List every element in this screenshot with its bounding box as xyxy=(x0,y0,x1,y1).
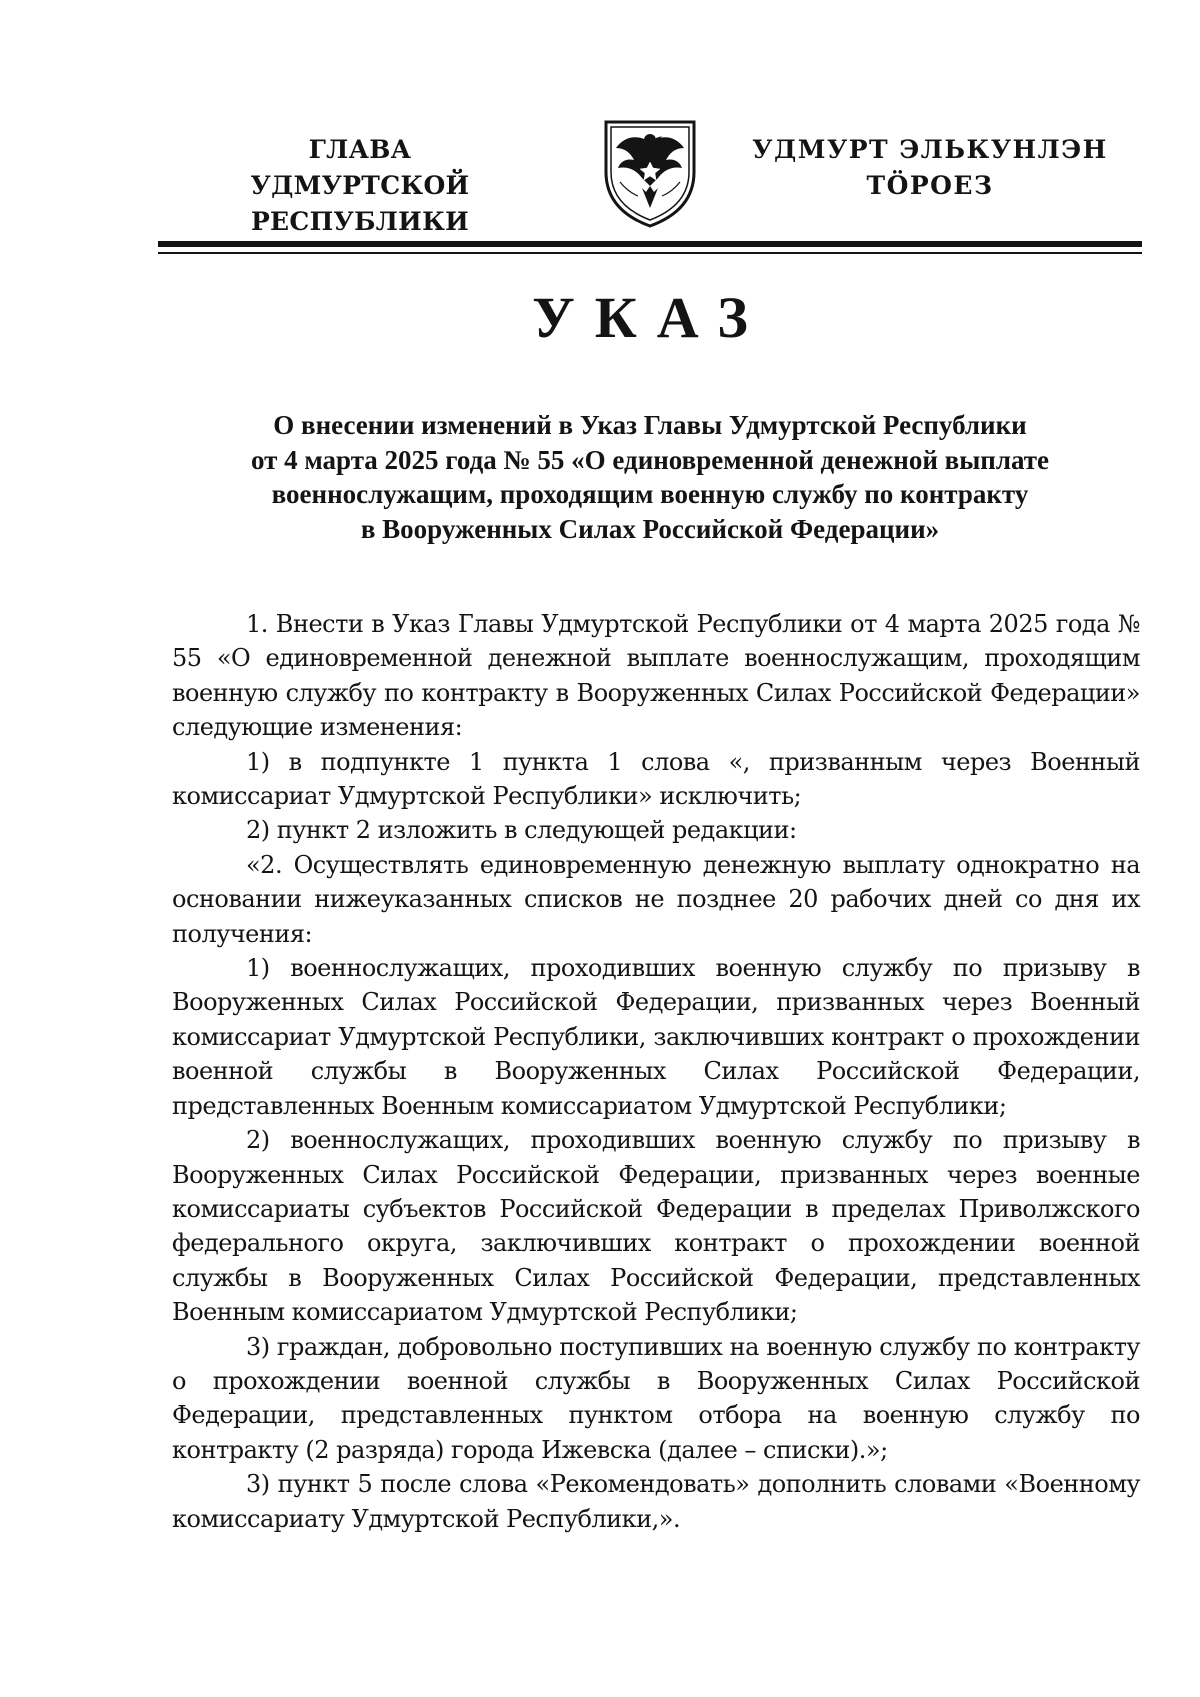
subject-line-1: О внесении изменений в Указ Главы Удмуртской Республики xyxy=(273,410,1027,440)
paragraph: 1) в подпункте 1 пункта 1 слова «, призванным через Военный комиссариат Удмуртской Республики» исключить; xyxy=(172,747,1140,811)
document-body xyxy=(172,607,1140,1536)
paragraph: 3) пункт 5 после слова «Рекомендовать» дополнить словами «Военному комиссариату Удмуртской Республики,». xyxy=(172,1470,1140,1533)
header-left xyxy=(140,132,580,240)
udmurt-coat-of-arms-icon xyxy=(598,112,702,230)
paragraph: 2) военнослужащих, проходивших военную службу по призыву в Вооруженных Силах Российской Федерации, призванных через военные комиссариаты субъектов Российской Федерации в пределах Приволжского федерального округа, заключивших контракт о прохождении военной службы в Вооруженных Силах Российской Федерации, представленных Военным комиссариатом Удмуртской Республики; xyxy=(172,1126,1140,1327)
document-subject xyxy=(200,408,1100,546)
header-left-line1: ГЛАВА xyxy=(308,135,412,164)
header-rule-thin xyxy=(158,252,1142,254)
subject-line-2: от 4 марта 2025 года № 55 «О единовременной денежной выплате xyxy=(250,444,1050,475)
paragraph: 1. Внести в Указ Главы Удмуртской Республики от 4 марта 2025 года № 55 «О единовременной денежной выплате военнослужащим, проходящим военную службу по контракту в Вооруженных Силах Российской Федерации» следующие изменения: xyxy=(172,610,1140,742)
header-right-line1: УДМУРТ ЭЛЬКУНЛЭН xyxy=(752,135,1108,164)
paragraph: 3) граждан, добровольно поступивших на военную службу по контракту о прохождении военной службы в Вооруженных Силах Российской Федерации, представленных пунктом отбора на военную службу по контракту (2 разряда) города Ижевска (далее – списки).»; xyxy=(172,1332,1140,1464)
document-title: УКАЗ xyxy=(532,285,768,350)
subject-line-3: военнослужащим, проходящим военную службу по контракту xyxy=(271,479,1029,509)
paragraph: 1) военнослужащих, проходивших военную службу по призыву в Вооруженных Силах Российской Федерации, призванных через Военный комиссариат Удмуртской Республики, заключивших контракт о прохождении военной службы в Вооруженных Силах Российской Федерации, представленных Военным комиссариатом Удмуртской Республики; xyxy=(172,954,1140,1120)
paragraph: «2. Осуществлять единовременную денежную выплату однократно на основании нижеуказанных списков не позднее 20 рабочих дней со дня их получения: xyxy=(172,850,1140,948)
paragraph: 2) пункт 2 изложить в следующей редакции: xyxy=(246,816,797,845)
header-left-line2: УДМУРТСКОЙ РЕСПУБЛИКИ xyxy=(250,171,470,236)
header-right-line2: ТӦРОЕЗ xyxy=(866,171,994,200)
subject-line-4: в Вооруженных Силах Российской Федерации» xyxy=(360,513,940,544)
header-rule-thick xyxy=(158,241,1142,247)
header-right xyxy=(740,132,1120,204)
